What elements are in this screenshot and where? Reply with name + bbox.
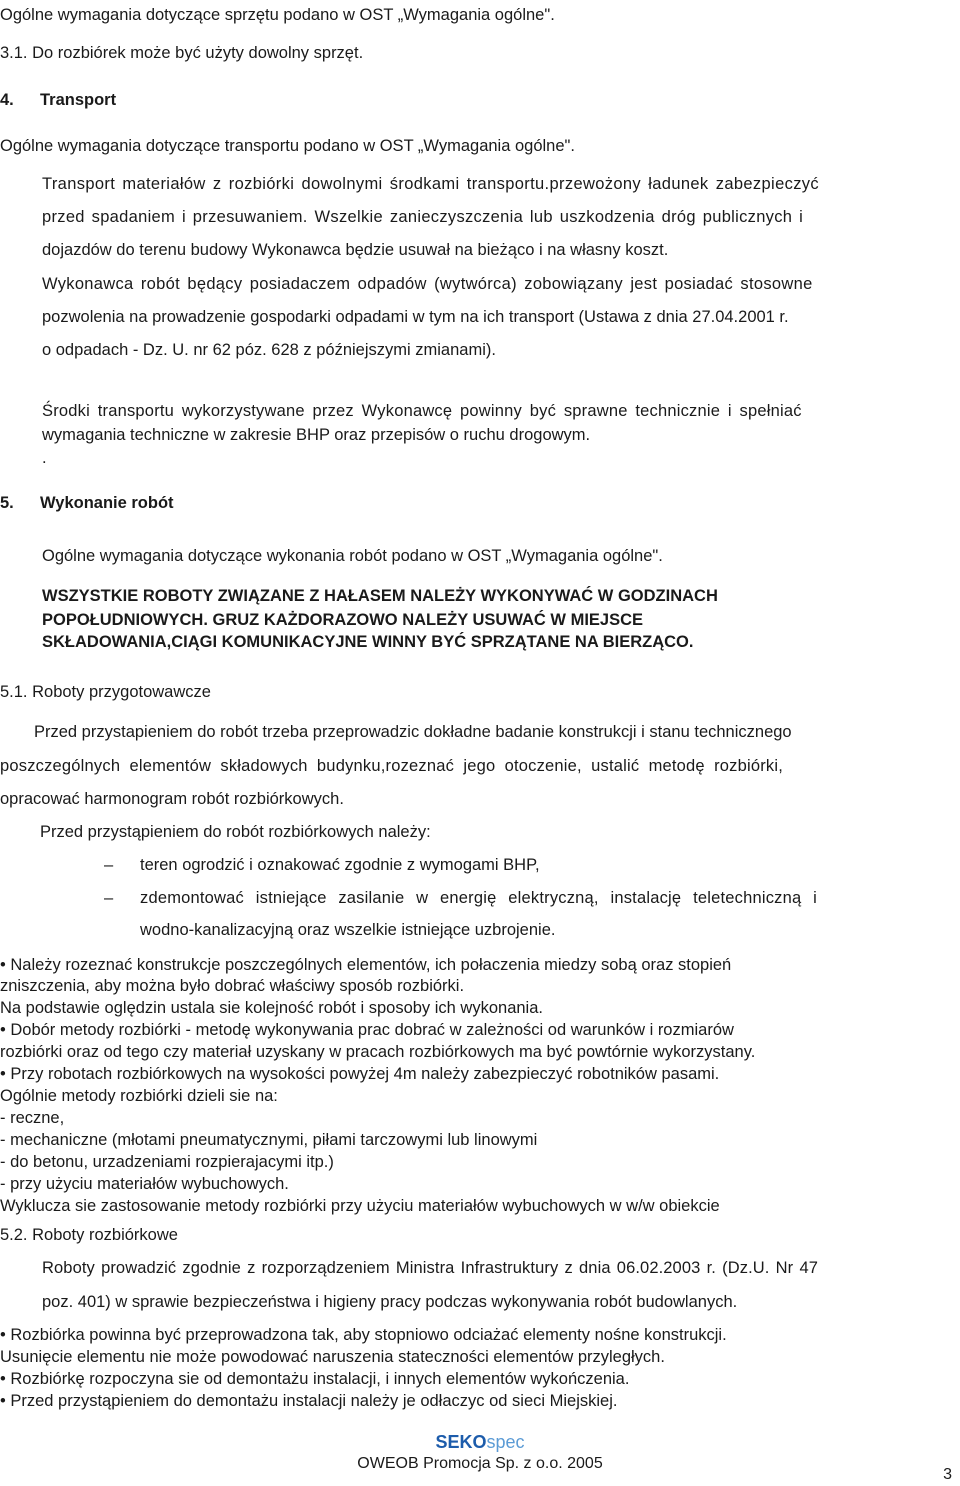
paragraph-line: rozbiórki oraz od tego czy materiał uzyskany w pracach rozbiórkowych ma być powtórnie wykorzystany. xyxy=(0,1043,756,1061)
paragraph-line: Wykonawca robót będący posiadaczem odpadów (wytwórca) zobowiązany jest posiadać stosowne xyxy=(42,275,813,293)
list-item: - reczne, xyxy=(0,1109,65,1127)
paragraph-line: 3.1. Do rozbiórek może być użyty dowolny sprzęt. xyxy=(0,44,364,62)
paragraph-line: . xyxy=(42,449,47,467)
bullet-line: • Przy robotach rozbiórkowych na wysokości powyżej 4m należy zabezpieczyć robotników pasami. xyxy=(0,1065,720,1083)
bullet-line: • Rozbiórkę rozpoczyna sie od demontażu instalacji, i innych elementów wykończenia. xyxy=(0,1370,630,1388)
section-heading-title: Wykonanie robót xyxy=(40,494,174,512)
list-item-continuation: wodno-kanalizacyjną oraz wszelkie istniejące uzbrojenie. xyxy=(140,921,556,939)
paragraph-line: poszczególnych elementów składowych budynku,rozeznać jego otoczenie, ustalić metodę rozbiórki, xyxy=(0,757,784,775)
paragraph-line: Roboty prowadzić zgodnie z rozporządzeniem Ministra Infrastruktury z dnia 06.02.2003 r. (Dz.U. Nr 47 xyxy=(42,1259,819,1277)
bullet-line: • Dobór metody rozbiórki - metodę wykonywania prac dobrać w zależności od warunków i rozmiarów xyxy=(0,1021,734,1039)
section-heading-title: Transport xyxy=(40,91,117,109)
caps-notice-line: WSZYSTKIE ROBOTY ZWIĄZANE Z HAŁASEM NALEŻY WYKONYWAĆ W GODZINACH xyxy=(42,587,718,605)
paragraph-line: poz. 401) w sprawie bezpieczeństwa i higieny pracy podczas wykonywania robót budowlanych. xyxy=(42,1293,738,1311)
footer-company: OWEOB Promocja Sp. z o.o. 2005 xyxy=(357,1455,603,1472)
paragraph-line: Transport materiałów z rozbiórki dowolnymi środkami transportu.przewożony ładunek zabezpieczyć xyxy=(42,175,819,193)
bullet-line: • Należy rozeznać konstrukcje poszczególnych elementów, ich połaczenia miedzy sobą oraz stopień xyxy=(0,956,732,974)
paragraph-line: przed spadaniem i przesuwaniem. Wszelkie zanieczyszczenia lub uszkodzenia dróg publicznych i xyxy=(42,208,804,226)
bullet-line: • Rozbiórka powinna być przeprowadzona tak, aby stopniowo odciażać elementy nośne konstrukcji. xyxy=(0,1326,727,1344)
list-item: - mechaniczne (młotami pneumatycznymi, piłami tarczowymi lub linowymi xyxy=(0,1131,538,1149)
paragraph-line: opracować harmonogram robót rozbiórkowych. xyxy=(0,790,344,808)
paragraph-line: Na podstawie oględzin ustala sie kolejność robót i sposoby ich wykonania. xyxy=(0,999,543,1017)
dash-bullet: – xyxy=(104,856,114,874)
paragraph-line: o odpadach - Dz. U. nr 62 póz. 628 z późniejszymi zmianami). xyxy=(42,341,496,359)
section-heading-number: 5. xyxy=(0,494,14,512)
paragraph-line: dojazdów do terenu budowy Wykonawca będzie usuwał na bieżąco i na własny koszt. xyxy=(42,241,669,259)
subsection-heading: 5.1. Roboty przygotowawcze xyxy=(0,683,211,701)
paragraph-line: Usunięcie elementu nie może powodować naruszenia stateczności elementów przyległych. xyxy=(0,1348,665,1366)
bullet-line: • Przed przystąpieniem do demontażu instalacji należy je odłaczyc od sieci Miejskiej. xyxy=(0,1392,618,1410)
paragraph-line: Ogólne wymagania dotyczące sprzętu podano w OST „Wymagania ogólne". xyxy=(0,6,555,24)
list-item: zdemontować istniejące zasilanie w energię elektryczną, instalację teletechniczną i xyxy=(140,889,818,907)
subsection-heading: 5.2. Roboty rozbiórkowe xyxy=(0,1226,178,1244)
page-number: 3 xyxy=(943,1466,952,1483)
paragraph-line: Przed przystapieniem do robót trzeba przeprowadzic dokładne badanie konstrukcji i stanu technicznego xyxy=(34,723,792,741)
paragraph-line: wymagania techniczne w zakresie BHP oraz przepisów o ruchu drogowym. xyxy=(42,426,591,444)
paragraph-line: Środki transportu wykorzystywane przez Wykonawcę powinny być sprawne technicznie i spełniać xyxy=(42,402,802,420)
paragraph-line: Wyklucza sie zastosowanie metody rozbiórki przy użyciu materiałów wybuchowych w w/w obiekcie xyxy=(0,1197,720,1215)
list-item: - do betonu, urzadzeniami rozpierajacymi itp.) xyxy=(0,1153,334,1171)
paragraph-line: Ogólne wymagania dotyczące transportu podano w OST „Wymagania ogólne". xyxy=(0,137,575,155)
dash-bullet: – xyxy=(104,889,114,907)
caps-notice-line: SKŁADOWANIA,CIĄGI KOMUNIKACYJNE WINNY BYĆ SPRZĄTANE NA BIERZĄCO. xyxy=(42,633,694,651)
paragraph-line: zniszczenia, aby można było dobrać właściwy sposób rozbiórki. xyxy=(0,977,465,995)
section-heading-number: 4. xyxy=(0,91,14,109)
paragraph-line: pozwolenia na prowadzenie gospodarki odpadami w tym na ich transport (Ustawa z dnia 27.04.2001 r. xyxy=(42,308,789,326)
paragraph-line: Ogólnie metody rozbiórki dzieli sie na: xyxy=(0,1087,278,1105)
company-logo: SEKOspec xyxy=(435,1432,525,1452)
paragraph-line: Przed przystąpieniem do robót rozbiórkowych należy: xyxy=(40,823,431,841)
list-item: teren ogrodzić i oznakować zgodnie z wymogami BHP, xyxy=(140,856,540,874)
list-item: - przy użyciu materiałów wybuchowych. xyxy=(0,1175,289,1193)
caps-notice-line: POPOŁUDNIOWYCH. GRUZ KAŻDORAZOWO NALEŻY USUWAĆ W MIEJSCE xyxy=(42,611,644,629)
paragraph-line: Ogólne wymagania dotyczące wykonania robót podano w OST „Wymagania ogólne". xyxy=(42,547,663,565)
